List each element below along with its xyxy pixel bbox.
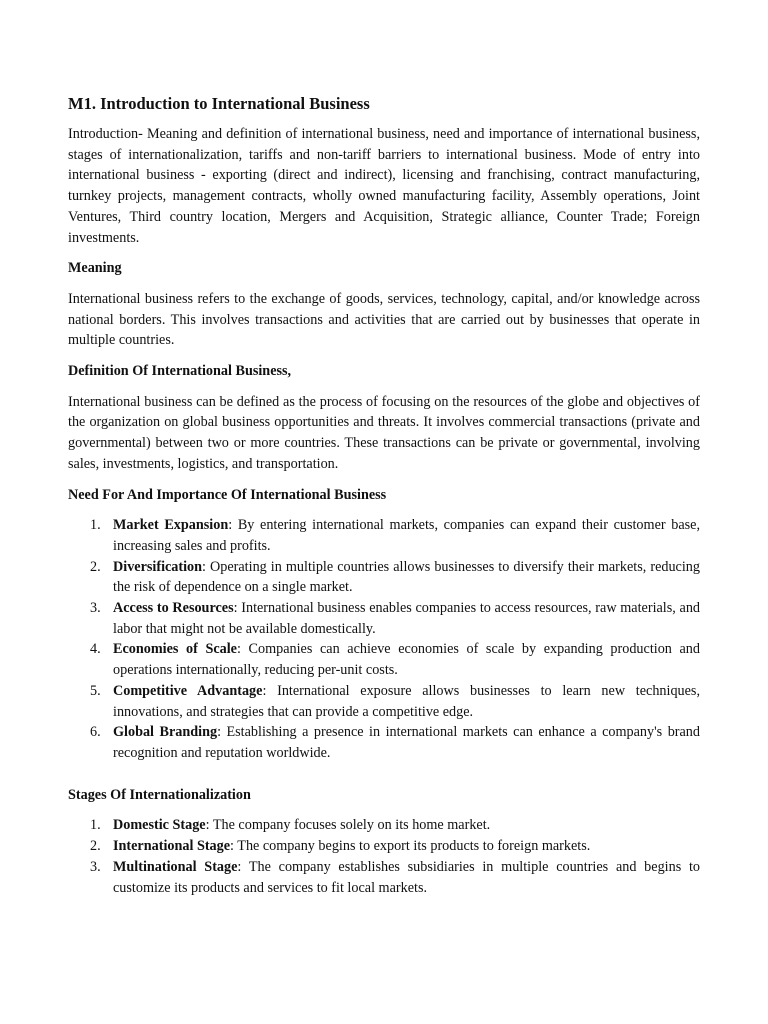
list-term: Market Expansion: [113, 517, 229, 534]
list-desc: : Operating in multiple countries allows businesses to diversify their markets, reducing the risk of dependence on a single market.: [113, 558, 700, 596]
stages-list: [68, 815, 700, 898]
list-desc: : The company focuses solely on its home market.: [205, 817, 491, 834]
list-item: [68, 857, 700, 898]
list-number: 2.: [90, 838, 101, 855]
need-heading: Need For And Importance Of International Business: [68, 486, 387, 503]
definition-paragraph: International business can be defined as the process of focusing on the resources of the globe and objectives of the organization on global business opportunities and threats. It involves commercial transactions (private and governmental) between two or more countries. These transactions can be private or governmental, involving sales, investments, logistics, and transportation.: [68, 393, 700, 472]
list-number: 6.: [90, 724, 101, 741]
list-item: [68, 836, 700, 857]
list-term: Access to Resources: [113, 600, 234, 617]
list-number: 5.: [90, 682, 101, 699]
list-desc: : The company establishes subsidiaries in multiple countries and begins to customize its products and services to fit local markets.: [113, 858, 700, 896]
intro-paragraph: Introduction- Meaning and definition of international business, need and importance of international business, stages of internationalization, tariffs and non-tariff barriers to international business. Mode of entry into international business - exporting (direct and indirect), licensing and franchising, contract manufacturing, turnkey projects, management contracts, wholly owned manufacturing facility, Assembly operations, Joint Ventures, Third country location, Mergers and Acquisition, Strategic alliance, Counter Trade; Foreign investments.: [68, 126, 700, 246]
list-desc: : Establishing a presence in international markets can enhance a company's brand recognition and reputation worldwide.: [113, 724, 700, 761]
list-number: 1.: [90, 517, 101, 534]
list-item: [68, 681, 700, 722]
meaning-heading: Meaning: [68, 260, 122, 277]
list-desc: : The company begins to export its products to foreign markets.: [230, 838, 591, 855]
list-item: [68, 557, 700, 598]
list-term: Global Branding: [113, 724, 218, 741]
list-number: 3.: [90, 858, 101, 875]
list-term: Multinational Stage: [113, 858, 238, 875]
document-page: [68, 93, 700, 908]
list-term: Economies of Scale: [113, 641, 237, 658]
definition-heading: Definition Of International Business,: [68, 363, 292, 380]
list-desc: : International business enables companies to access resources, raw materials, and labor that might not be available domestically.: [113, 600, 701, 637]
list-term: Competitive Advantage: [113, 682, 263, 699]
need-list: [68, 515, 700, 763]
list-number: 3.: [90, 600, 101, 617]
list-term: International Stage: [113, 838, 231, 855]
stages-heading: Stages Of Internationalization: [68, 786, 251, 803]
meaning-paragraph: International business refers to the exchange of goods, services, technology, capital, and/or knowledge across national borders. This involves transactions and activities that are carried out by businesses that operate in multiple countries.: [68, 290, 700, 349]
list-number: 1.: [90, 817, 101, 834]
list-item: [68, 639, 700, 680]
list-item: [68, 815, 700, 836]
list-number: 4.: [90, 641, 101, 658]
list-desc: : By entering international markets, companies can expand their customer base, increasing sales and profits.: [113, 517, 700, 554]
list-term: Diversification: [113, 558, 203, 575]
list-item: [68, 515, 700, 556]
page-title: M1. Introduction to International Business: [68, 94, 370, 113]
list-item: [68, 598, 700, 639]
list-item: [68, 722, 700, 763]
list-desc: : Companies can achieve economies of scale by expanding production and operations internationally, reducing per-unit costs.: [113, 641, 700, 679]
list-term: Domestic Stage: [113, 817, 206, 834]
list-desc: : International exposure allows businesses to learn new techniques, innovations, and strategies that can provide a competitive edge.: [113, 682, 701, 720]
list-number: 2.: [90, 558, 101, 575]
